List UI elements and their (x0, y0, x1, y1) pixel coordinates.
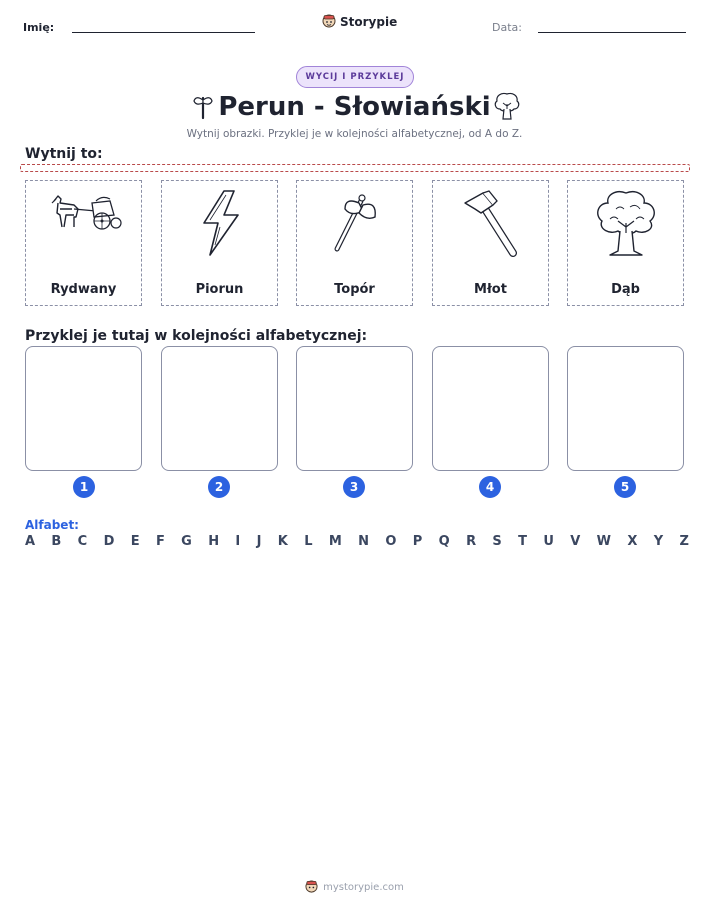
slot-number-5: 5 (614, 476, 636, 498)
cut-section-label: Wytnij to: (25, 146, 103, 162)
footer-url[interactable]: mystorypie.com (323, 881, 404, 893)
alphabet-row (25, 534, 689, 549)
alphabet-letter: R (466, 534, 477, 549)
lightning-icon (180, 187, 260, 257)
brand-name: Storypie (340, 14, 398, 29)
cut-line (20, 164, 690, 172)
slot-number-4: 4 (479, 476, 501, 498)
alphabet-letter: S (492, 534, 502, 549)
alphabet-letter: D (103, 534, 115, 549)
alphabet-letter: T (518, 534, 528, 549)
alphabet-letter: I (235, 534, 241, 549)
paste-section-label: Przyklej je tutaj w kolejności alfabetycznej: (25, 328, 368, 344)
alphabet-letter: G (181, 534, 192, 549)
activity-badge: WYCIJ I PRZYKLEJ (296, 66, 414, 88)
cut-card-label: Topór (334, 282, 375, 297)
alphabet-label: Alfabet: (25, 518, 79, 532)
alphabet-letter: H (208, 534, 220, 549)
cut-card-label: Młot (474, 282, 507, 297)
alphabet-letter: E (130, 534, 140, 549)
alphabet-letter: F (155, 534, 165, 549)
oak-tree-icon (586, 187, 666, 259)
date-label: Data: (492, 21, 522, 34)
alphabet-letter: C (77, 534, 88, 549)
alphabet-letter: X (627, 534, 638, 549)
alphabet-letter: A (25, 534, 36, 549)
slot-number-1: 1 (73, 476, 95, 498)
paste-slot-2[interactable] (161, 346, 278, 471)
alphabet-letter: Q (438, 534, 450, 549)
cut-card-hammer[interactable] (432, 180, 549, 306)
cut-card-label: Piorun (195, 282, 244, 297)
brand-logo (322, 14, 397, 29)
alphabet-letter: M (328, 534, 342, 549)
paste-slot-1[interactable] (25, 346, 142, 471)
cut-card-oak[interactable] (567, 180, 684, 306)
paste-slot-5[interactable] (567, 346, 684, 471)
alphabet-letter: Z (679, 534, 689, 549)
alphabet-letter: V (570, 534, 581, 549)
slot-number-2: 2 (208, 476, 230, 498)
alphabet-letter: N (358, 534, 370, 549)
axe-icon (315, 187, 395, 255)
alphabet-letter: P (412, 534, 423, 549)
hammer-icon (451, 187, 531, 259)
alphabet-letter: K (277, 534, 288, 549)
alphabet-letter: Y (653, 534, 664, 549)
cut-card-label: Rydwany (50, 282, 117, 297)
name-line[interactable] (72, 32, 255, 33)
alphabet-letter: W (596, 534, 612, 549)
cut-card-axe[interactable] (296, 180, 413, 306)
paste-slot-3[interactable] (296, 346, 413, 471)
cut-card-lightning[interactable] (161, 180, 278, 306)
alphabet-letter: J (256, 534, 262, 549)
instructions: Wytnij obrazki. Przyklej je w kolejności alfabetycznej, od A do Z. (186, 128, 523, 140)
paste-slot-4[interactable] (432, 346, 549, 471)
oak-title-icon (492, 90, 522, 122)
storypie-mascot-icon (305, 880, 318, 894)
chariot-icon (44, 187, 124, 247)
storypie-mascot-icon (322, 14, 336, 29)
slot-number-3: 3 (343, 476, 365, 498)
date-line[interactable] (538, 32, 686, 33)
alphabet-letter: O (385, 534, 397, 549)
alphabet-letter: L (304, 534, 313, 549)
page-title: Perun - Słowiański (218, 92, 491, 122)
alphabet-letter: B (51, 534, 62, 549)
name-label: Imię: (23, 21, 55, 34)
cut-card-chariot[interactable] (25, 180, 142, 306)
footer (0, 880, 709, 894)
cut-card-label: Dąb (611, 282, 640, 297)
alphabet-letter: U (543, 534, 554, 549)
